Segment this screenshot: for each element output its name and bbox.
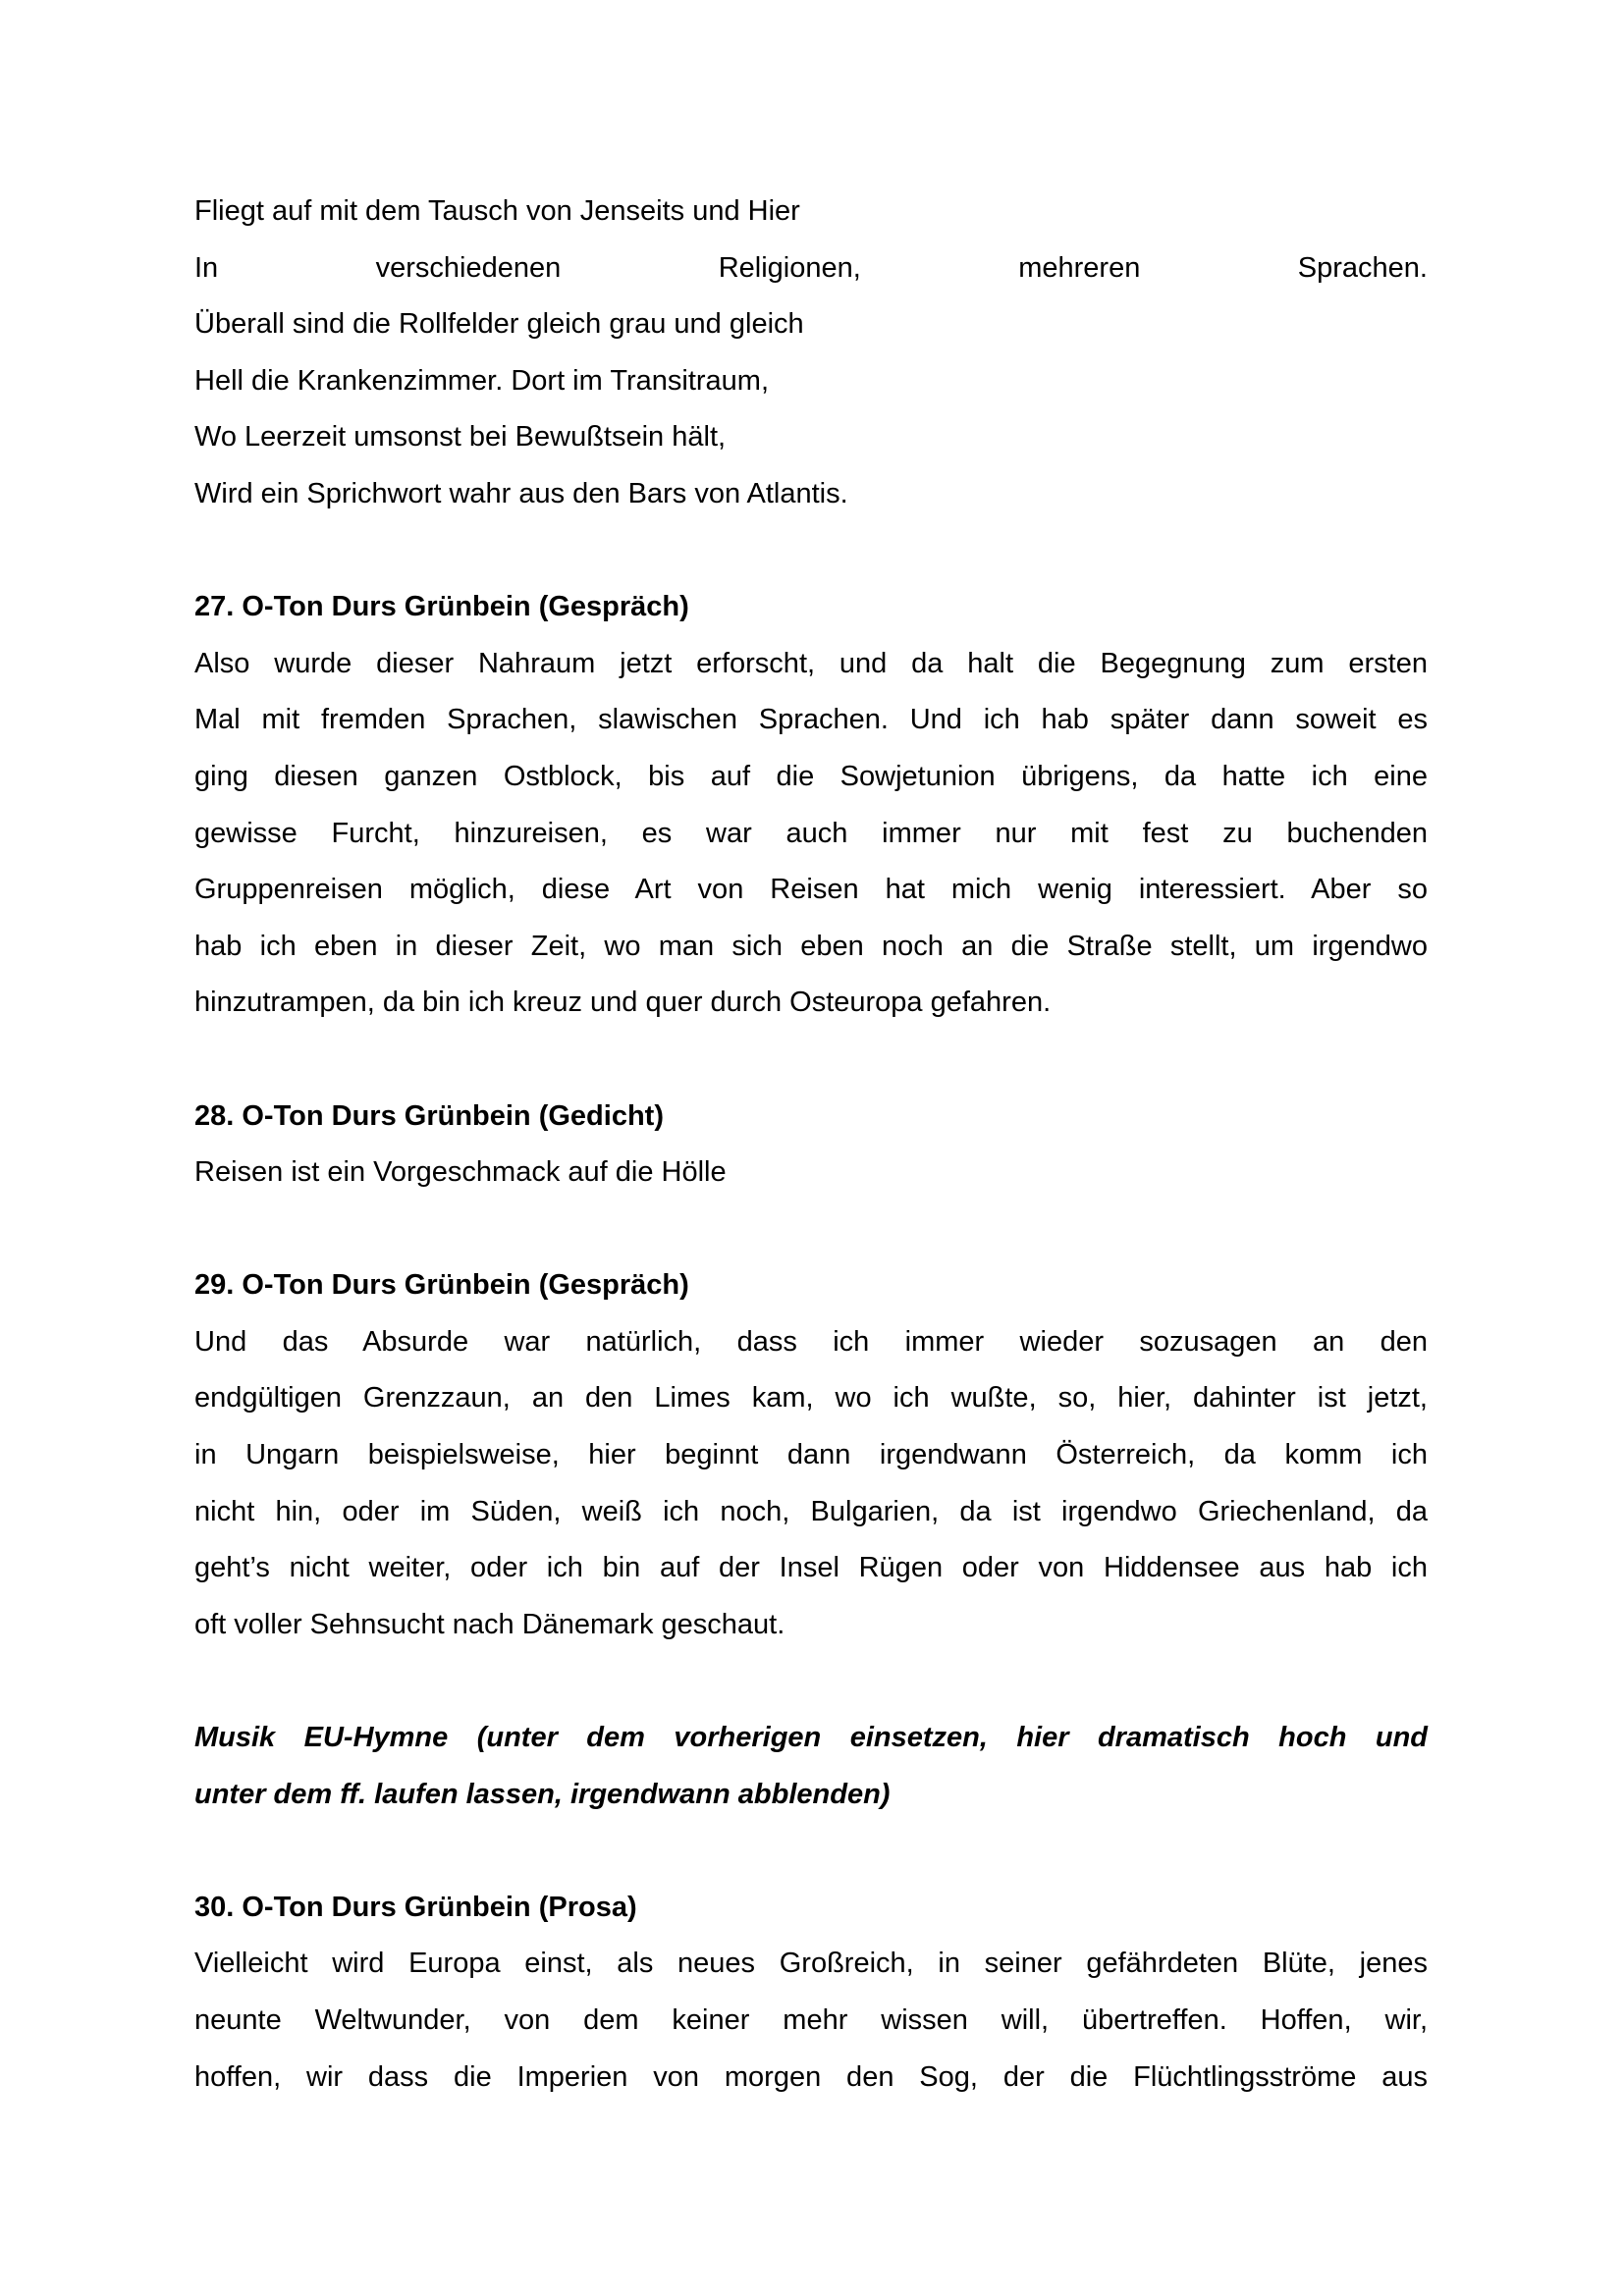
- body-line: hinzutrampen, da bin ich kreuz und quer durch Osteuropa gefahren.: [194, 987, 1052, 1019]
- body-line: neunte Weltwunder, von dem keiner mehr wissen will, übertreffen. Hoffen, wir,: [194, 2004, 1428, 2036]
- blank-line: [194, 1032, 1428, 1089]
- poem-line: Wird ein Sprichwort wahr aus den Bars von Atlantis.: [194, 477, 848, 509]
- body-line: Gruppenreisen möglich, diese Art von Reisen hat mich wenig interessiert. Aber so: [194, 874, 1428, 906]
- music-cue-line: Musik EU-Hymne (unter dem vorherigen einsetzen, hier dramatisch hoch und: [194, 1722, 1428, 1754]
- body-line: oft voller Sehnsucht nach Dänemark geschaut.: [194, 1608, 785, 1640]
- section-28: [194, 1089, 1428, 1201]
- section-29: [194, 1257, 1428, 1653]
- section-heading: 29. O-Ton Durs Grünbein (Gespräch): [194, 1269, 689, 1302]
- poem-line: Wo Leerzeit umsonst bei Bewußtsein hält,: [194, 421, 727, 454]
- section-body: [194, 1314, 1428, 1654]
- body-line: hoffen, wir dass die Imperien von morgen den Sog, der die Flüchtlingsströme aus: [194, 2060, 1428, 2093]
- poem-line: Fliegt auf mit dem Tausch von Jenseits und Hier: [194, 195, 800, 227]
- body-line: ging diesen ganzen Ostblock, bis auf die Sowjetunion übrigens, da hatte ich eine: [194, 760, 1428, 792]
- body-line: Vielleicht wird Europa einst, als neues Großreich, in seiner gefährdeten Blüte, jenes: [194, 1948, 1428, 1980]
- section-27: [194, 579, 1428, 1032]
- document-page: [194, 184, 1428, 2106]
- body-line: Also wurde dieser Nahraum jetzt erforscht, und da halt die Begegnung zum ersten: [194, 647, 1428, 679]
- blank-line: [194, 1653, 1428, 1710]
- section-heading: 27. O-Ton Durs Grünbein (Gespräch): [194, 591, 689, 623]
- body-line: Und das Absurde war natürlich, dass ich immer wieder sozusagen an den: [194, 1325, 1428, 1358]
- body-line: geht’s nicht weiter, oder ich bin auf der Insel Rügen oder von Hiddensee aus hab ich: [194, 1552, 1428, 1584]
- body-line: Reisen ist ein Vorgeschmack auf die Hölle: [194, 1156, 727, 1189]
- body-line: gewisse Furcht, hinzureisen, es war auch immer nur mit fest zu buchenden: [194, 817, 1428, 849]
- music-cue-line: unter dem ff. laufen lassen, irgendwann abblenden): [194, 1778, 891, 1810]
- body-line: nicht hin, oder im Süden, weiß ich noch, Bulgarien, da ist irgendwo Griechenland, da: [194, 1495, 1428, 1527]
- poem-line: Überall sind die Rollfelder gleich grau und gleich: [194, 308, 804, 341]
- body-line: endgültigen Grenzzaun, an den Limes kam, wo ich wußte, so, hier, dahinter ist jetzt,: [194, 1382, 1428, 1415]
- blank-line: [194, 1823, 1428, 1880]
- blank-line: [194, 1201, 1428, 1258]
- music-cue: [194, 1710, 1428, 1823]
- body-line: Mal mit fremden Sprachen, slawischen Sprachen. Und ich hab später dann soweit es: [194, 704, 1428, 736]
- poem-fragment: [194, 184, 1428, 523]
- poem-line: Hell die Krankenzimmer. Dort im Transitraum,: [194, 364, 769, 397]
- blank-line: [194, 523, 1428, 580]
- section-body: [194, 1145, 1428, 1201]
- section-heading: 28. O-Ton Durs Grünbein (Gedicht): [194, 1099, 664, 1132]
- body-line: in Ungarn beispielsweise, hier beginnt dann irgendwann Österreich, da komm ich: [194, 1439, 1428, 1471]
- poem-line: In verschiedenen Religionen, mehreren Sprachen.: [194, 251, 1428, 284]
- body-line: hab ich eben in dieser Zeit, wo man sich eben noch an die Straße stellt, um irgendwo: [194, 930, 1428, 962]
- section-body: [194, 636, 1428, 1032]
- section-heading: 30. O-Ton Durs Grünbein (Prosa): [194, 1891, 637, 1923]
- section-body: [194, 1936, 1428, 2106]
- section-30: [194, 1880, 1428, 2106]
